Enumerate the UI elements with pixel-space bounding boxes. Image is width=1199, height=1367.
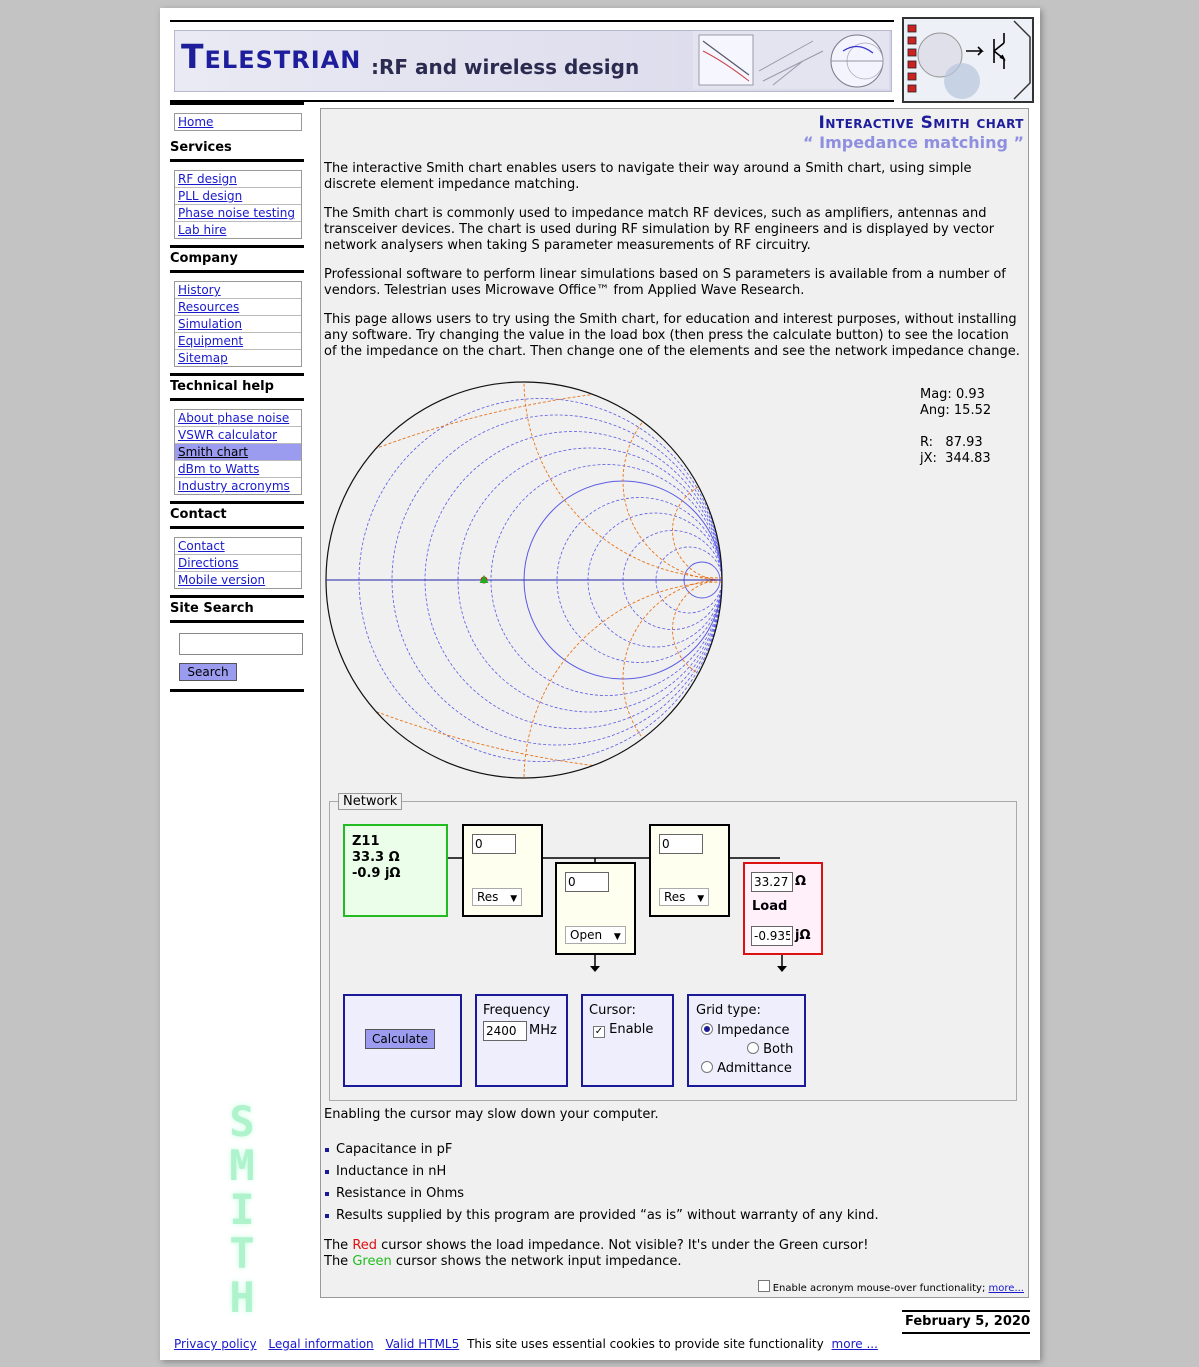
nav-group-company <box>174 281 302 367</box>
frequency-label: Frequency <box>483 1003 551 1018</box>
red-note-prefix: The <box>324 1238 353 1253</box>
sidebar-item-sitemap[interactable]: Sitemap <box>178 351 228 365</box>
radio-selected-icon[interactable] <box>701 1023 713 1035</box>
jx-label: jX: <box>920 451 937 466</box>
sidebar-item-phase-noise-testing[interactable]: Phase noise testing <box>175 205 301 222</box>
list-item: Capacitance in pF <box>325 1139 879 1161</box>
divider <box>170 526 304 529</box>
privacy-policy-link[interactable]: Privacy policy <box>174 1337 257 1351</box>
tagline: :RF and wireless design <box>371 55 640 79</box>
z11-imaginary: -0.9 jΩ <box>352 866 401 881</box>
sidebar-item-about-phase-noise[interactable]: About phase noise <box>175 410 301 427</box>
shunt-element-2 <box>555 862 636 955</box>
sidebar-item-resources[interactable]: Resources <box>175 299 301 316</box>
legal-information-link[interactable]: Legal information <box>268 1337 374 1351</box>
search-button[interactable]: Search <box>179 663 237 681</box>
banner <box>170 20 894 102</box>
intro-paragraph: The interactive Smith chart enables users to navigate their way around a Smith chart, using simple discrete element impedance matching. <box>324 161 972 192</box>
list-item: Results supplied by this program are provided “as is” without warranty of any kind. <box>325 1205 879 1227</box>
nav-heading-contact: Contact <box>170 507 227 522</box>
series-element-3 <box>649 824 730 917</box>
grid-both-option[interactable] <box>747 1041 793 1057</box>
element-1-type-select[interactable] <box>472 888 522 906</box>
smith-chart[interactable] <box>324 380 724 780</box>
acronym-toggle <box>758 1279 1024 1294</box>
element-2-type-value: Open <box>570 928 603 942</box>
chevron-down-icon: ▼ <box>510 894 518 904</box>
nav-heading-technical-help: Technical help <box>170 379 274 394</box>
grid-impedance-label: Impedance <box>717 1023 790 1038</box>
grid-type-panel <box>687 994 806 1087</box>
cookies-more-link[interactable]: more ... <box>831 1337 878 1351</box>
cursor-panel <box>581 994 674 1087</box>
sidebar-item-history[interactable]: History <box>175 282 301 299</box>
grid-impedance-option[interactable] <box>701 1022 790 1038</box>
banner-inner <box>174 30 892 92</box>
brand-rest: ELESTRIAN <box>204 46 362 74</box>
sidebar-item-equipment[interactable]: Equipment <box>175 333 301 350</box>
frequency-panel <box>475 994 568 1087</box>
chevron-down-icon: ▼ <box>697 894 705 904</box>
valid-html5-link[interactable]: Valid HTML5 <box>385 1337 460 1351</box>
chevron-down-icon: ▼ <box>613 932 621 942</box>
element-1-type-value: Res <box>477 890 499 904</box>
acronym-more-link[interactable]: more... <box>988 1283 1024 1294</box>
element-3-value-input[interactable] <box>659 834 703 854</box>
page-title: Interactive Smith chart <box>818 113 1024 133</box>
radio-unselected-icon[interactable] <box>701 1061 713 1073</box>
sidebar-item-industry-acronyms[interactable]: Industry acronyms <box>178 479 290 493</box>
sidebar-item-simulation[interactable]: Simulation <box>175 316 301 333</box>
footer-date: February 5, 2020 <box>902 1310 1030 1334</box>
ang-value: 15.52 <box>953 403 992 418</box>
smith-vertical-art: SMITH <box>229 1097 255 1322</box>
page <box>160 8 1040 1360</box>
load-imaginary-input[interactable] <box>751 926 793 946</box>
acronym-label: Enable acronym mouse-over functionality; <box>772 1283 986 1294</box>
element-3-type-value: Res <box>664 890 686 904</box>
sidebar-item-lab-hire[interactable]: Lab hire <box>178 223 227 237</box>
cursor-note: Enabling the cursor may slow down your computer. <box>324 1107 659 1122</box>
grid-type-label: Grid type: <box>696 1003 761 1018</box>
search-input[interactable] <box>179 633 303 655</box>
sidebar-item-mobile-version[interactable]: Mobile version <box>178 573 266 587</box>
r-label: R: <box>920 435 934 450</box>
load-real-unit: Ω <box>795 874 807 889</box>
load-imaginary-unit: jΩ <box>795 928 811 943</box>
divider <box>170 102 304 105</box>
element-3-type-select[interactable] <box>659 888 709 906</box>
red-note-suffix: cursor shows the load impedance. Not visible? It's under the Green cursor! <box>377 1238 869 1253</box>
nav-heading-services: Services <box>170 140 232 155</box>
cookies-text: This site uses essential cookies to provide site functionality <box>467 1337 824 1351</box>
mag-value: 0.93 <box>955 387 985 402</box>
sidebar-item-pll-design[interactable]: PLL design <box>175 188 301 205</box>
list-item: Inductance in nH <box>325 1161 879 1183</box>
software-paragraph: Professional software to perform linear simulations based on S parameters is available from a number of vendors. Telestrian uses Microwave Office™ from Applied Wave Research. <box>324 267 1006 298</box>
divider <box>170 270 304 273</box>
green-word: Green <box>352 1254 392 1269</box>
chart-readout <box>920 387 991 467</box>
brand-logo[interactable] <box>181 37 361 76</box>
z11-real: 33.3 Ω <box>352 850 400 865</box>
network-legend: Network <box>338 793 402 810</box>
list-item: Resistance in Ohms <box>325 1183 879 1205</box>
grid-both-label: Both <box>763 1042 794 1057</box>
sidebar-item-contact[interactable]: Contact <box>175 538 301 555</box>
instructions-paragraph: This page allows users to try using the Smith chart, for education and interest purposes, without installing any software. Try changing the value in the load box (then press the calculate button) to see the location of the impedance on the chart. Then change one of the elements and see the network impedance change. <box>324 312 1020 359</box>
element-2-value-input[interactable] <box>565 872 609 892</box>
load-label: Load <box>752 899 788 914</box>
page-subtitle: “ Impedance matching ” <box>803 133 1024 152</box>
nav-group-technical-help <box>174 409 302 495</box>
footer-links <box>174 1337 886 1351</box>
frequency-input[interactable] <box>483 1021 527 1041</box>
cursor-enable-label: Enable <box>609 1022 654 1037</box>
ang-label: Ang: <box>920 403 950 418</box>
brand-cap: T <box>181 37 205 76</box>
units-list <box>325 1139 879 1227</box>
red-word: Red <box>352 1238 378 1253</box>
series-element-1 <box>462 824 543 917</box>
grid-admittance-label: Admittance <box>717 1061 792 1076</box>
element-2-type-select[interactable] <box>565 926 626 944</box>
smith-chart-paragraph: The Smith chart is commonly used to impedance match RF devices, such as amplifiers, antennas and transceiver devices. The chart is used during RF simulation by RF engineers and is displayed by vector network analysers when taking S parameter measurements of RF circuitry. <box>324 206 995 253</box>
red-cursor-note <box>324 1238 1020 1254</box>
green-note-suffix: cursor shows the network input impedance. <box>391 1254 682 1269</box>
nav-group-contact <box>174 537 302 589</box>
load-real-input[interactable] <box>751 872 793 892</box>
main-content <box>320 108 1029 1298</box>
jx-value: 344.83 <box>945 451 991 466</box>
green-cursor-note <box>324 1254 1020 1270</box>
calculate-button[interactable]: Calculate <box>365 1029 435 1049</box>
circuit-logo-icon <box>902 17 1034 103</box>
sidebar-nav <box>170 102 304 692</box>
checkbox-unchecked-icon[interactable] <box>758 1280 770 1292</box>
nav-group-home <box>174 113 302 131</box>
cursor-enable-option[interactable] <box>593 1022 653 1037</box>
mag-label: Mag: <box>920 387 952 402</box>
divider <box>170 689 304 692</box>
calculate-panel <box>343 994 462 1087</box>
sidebar-item-home[interactable]: Home <box>178 115 214 129</box>
sidebar-item-dbm-to-watts[interactable]: dBm to Watts <box>175 461 301 478</box>
r-value: 87.93 <box>945 435 983 450</box>
load-element <box>743 862 823 955</box>
checkbox-checked-icon[interactable]: ✓ <box>594 1026 604 1037</box>
radio-unselected-icon[interactable] <box>747 1042 759 1054</box>
element-1-value-input[interactable] <box>472 834 516 854</box>
sidebar-item-directions[interactable]: Directions <box>175 555 301 572</box>
nav-group-services <box>174 170 302 239</box>
nav-heading-site-search: Site Search <box>170 601 254 616</box>
z11-title: Z11 <box>352 834 380 849</box>
sidebar-item-smith-chart[interactable]: Smith chart <box>175 444 301 461</box>
sidebar-item-vswr-calculator[interactable]: VSWR calculator <box>175 427 301 444</box>
z11-display <box>343 824 448 917</box>
cursor-label: Cursor: <box>589 1003 636 1018</box>
frequency-unit: MHz <box>529 1023 557 1038</box>
network-fieldset <box>329 794 1017 1101</box>
banner-art-icon <box>693 31 889 89</box>
green-note-prefix: The <box>324 1254 353 1269</box>
grid-admittance-option[interactable] <box>701 1060 792 1076</box>
divider <box>170 620 304 623</box>
sidebar-item-rf-design[interactable]: RF design <box>175 171 301 188</box>
divider <box>170 159 304 162</box>
divider <box>170 398 304 401</box>
nav-heading-company: Company <box>170 251 238 266</box>
